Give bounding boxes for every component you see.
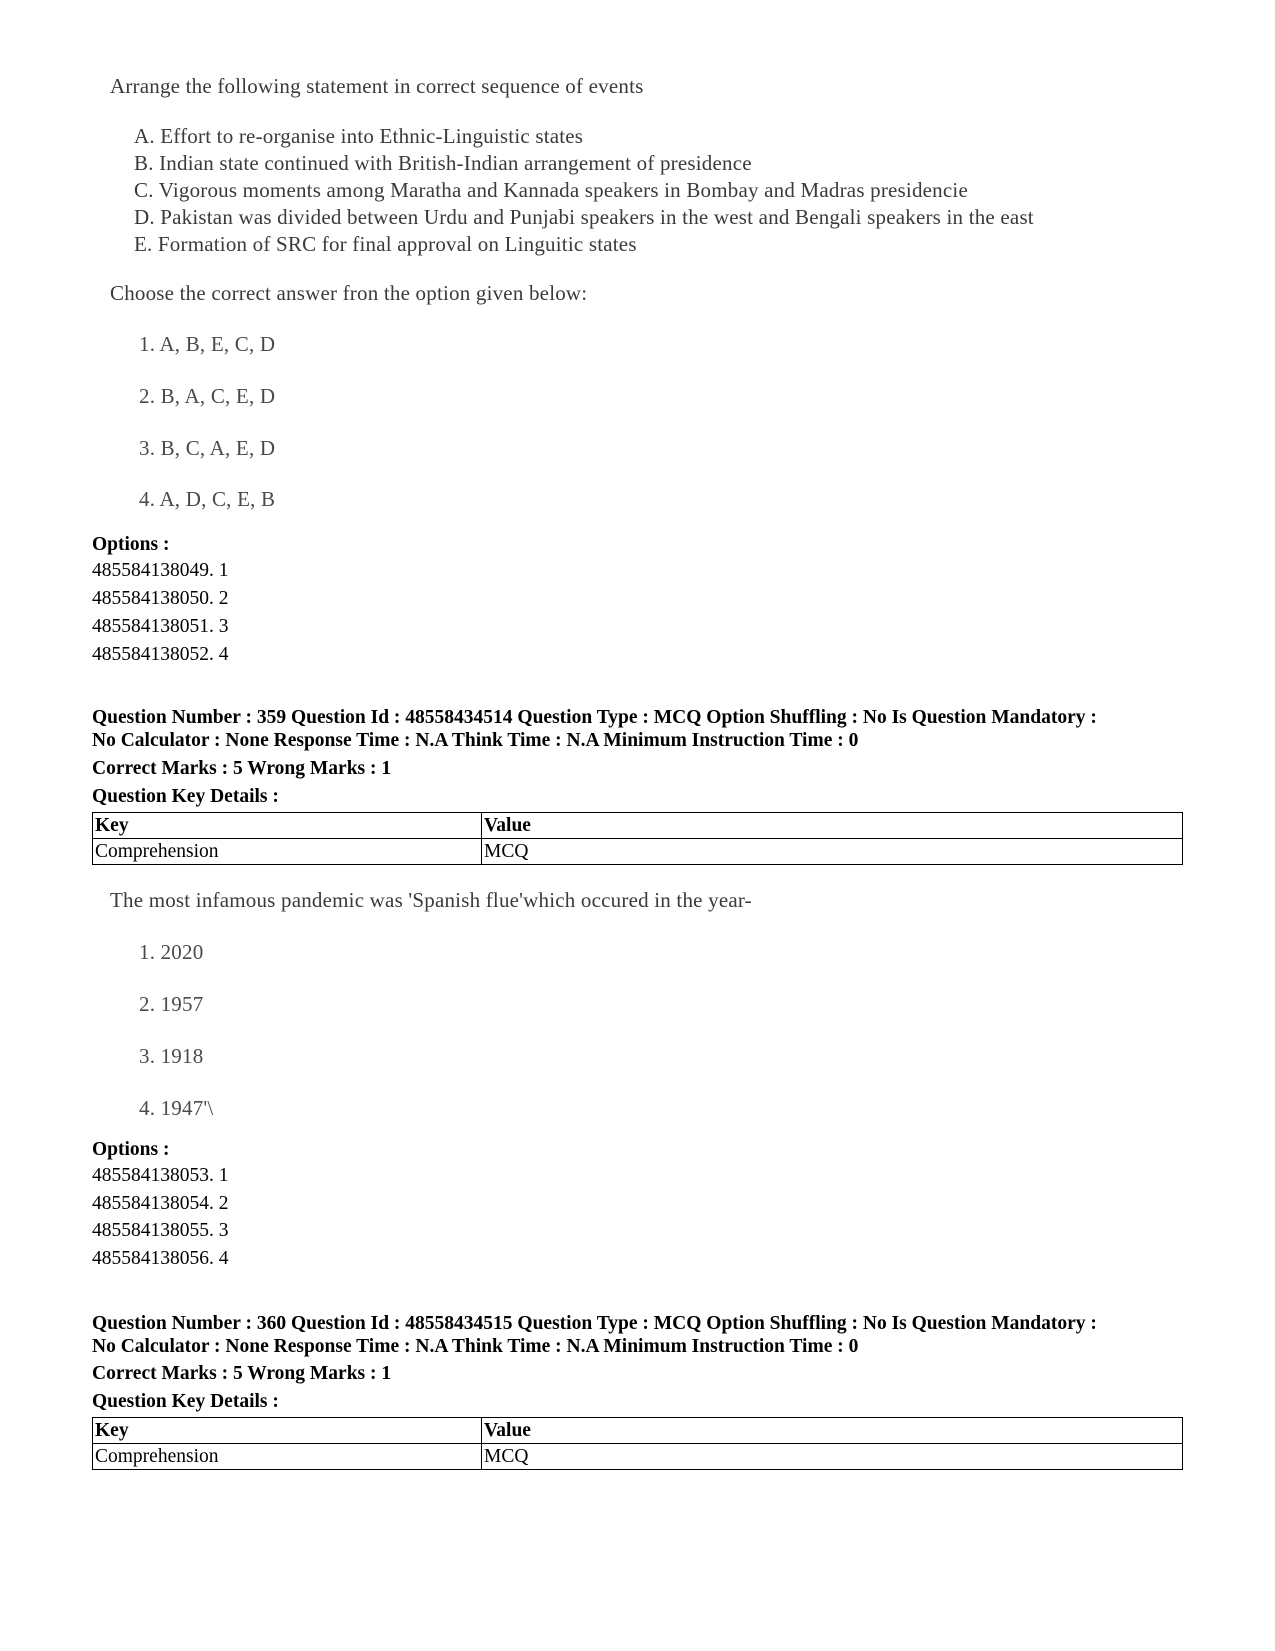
choice-4: 4. 1947'\ bbox=[139, 1096, 214, 1120]
question-meta-line-1: Question Number : 359 Question Id : 48558434514 Question Type : MCQ Option Shuffling : No Is Question Mandatory : bbox=[92, 707, 1097, 728]
choice-2: 2. 1957 bbox=[139, 992, 204, 1016]
key-details-table bbox=[92, 1417, 1183, 1470]
option-id-4: 485584138056. 4 bbox=[92, 1248, 229, 1269]
option-id-2: 485584138050. 2 bbox=[92, 588, 229, 609]
table-row bbox=[93, 839, 1183, 865]
question-meta-line-2: No Calculator : None Response Time : N.A Think Time : N.A Minimum Instruction Time : 0 bbox=[92, 730, 859, 751]
table-header-row bbox=[93, 813, 1183, 839]
table-row bbox=[93, 1444, 1183, 1470]
choice-2: 2. B, A, C, E, D bbox=[139, 384, 276, 408]
options-label: Options : bbox=[92, 1139, 170, 1160]
key-details-table bbox=[92, 812, 1183, 865]
statement-b: B. Indian state continued with British-Indian arrangement of presidence bbox=[134, 151, 752, 175]
statement-a: A. Effort to re-organise into Ethnic-Linguistic states bbox=[134, 124, 584, 148]
options-label: Options : bbox=[92, 534, 170, 555]
question-prompt: The most infamous pandemic was 'Spanish flue'which occured in the year- bbox=[110, 888, 752, 912]
option-id-2: 485584138054. 2 bbox=[92, 1193, 229, 1214]
table-cell-value: MCQ bbox=[482, 1444, 1183, 1470]
choice-1: 1. A, B, E, C, D bbox=[139, 332, 276, 356]
question-meta-line-1: Question Number : 360 Question Id : 48558434515 Question Type : MCQ Option Shuffling : No Is Question Mandatory : bbox=[92, 1313, 1097, 1334]
table-header-row bbox=[93, 1418, 1183, 1444]
choice-4: 4. A, D, C, E, B bbox=[139, 487, 276, 511]
choice-3: 3. B, C, A, E, D bbox=[139, 436, 276, 460]
table-header-value: Value bbox=[482, 1418, 1183, 1444]
table-cell-key: Comprehension bbox=[93, 839, 482, 865]
option-id-3: 485584138055. 3 bbox=[92, 1220, 229, 1241]
statement-e: E. Formation of SRC for final approval on Linguitic states bbox=[134, 232, 637, 256]
key-details-label: Question Key Details : bbox=[92, 786, 279, 807]
choice-3: 3. 1918 bbox=[139, 1044, 204, 1068]
question-meta-line-2: No Calculator : None Response Time : N.A Think Time : N.A Minimum Instruction Time : 0 bbox=[92, 1336, 859, 1357]
marks-line: Correct Marks : 5 Wrong Marks : 1 bbox=[92, 758, 392, 779]
option-id-1: 485584138053. 1 bbox=[92, 1165, 229, 1186]
table-cell-value: MCQ bbox=[482, 839, 1183, 865]
question-prompt: Arrange the following statement in correct sequence of events bbox=[110, 74, 644, 98]
key-details-label: Question Key Details : bbox=[92, 1391, 279, 1412]
table-header-value: Value bbox=[482, 813, 1183, 839]
option-id-3: 485584138051. 3 bbox=[92, 616, 229, 637]
statement-d: D. Pakistan was divided between Urdu and Punjabi speakers in the west and Bengali speakers in the east bbox=[134, 205, 1034, 229]
marks-line: Correct Marks : 5 Wrong Marks : 1 bbox=[92, 1363, 392, 1384]
choose-instruction: Choose the correct answer fron the option given below: bbox=[110, 281, 588, 305]
table-cell-key: Comprehension bbox=[93, 1444, 482, 1470]
table-header-key: Key bbox=[93, 1418, 482, 1444]
table-header-key: Key bbox=[93, 813, 482, 839]
choice-1: 1. 2020 bbox=[139, 940, 204, 964]
option-id-1: 485584138049. 1 bbox=[92, 560, 229, 581]
option-id-4: 485584138052. 4 bbox=[92, 644, 229, 665]
statement-c: C. Vigorous moments among Maratha and Kannada speakers in Bombay and Madras presidencie bbox=[134, 178, 968, 202]
